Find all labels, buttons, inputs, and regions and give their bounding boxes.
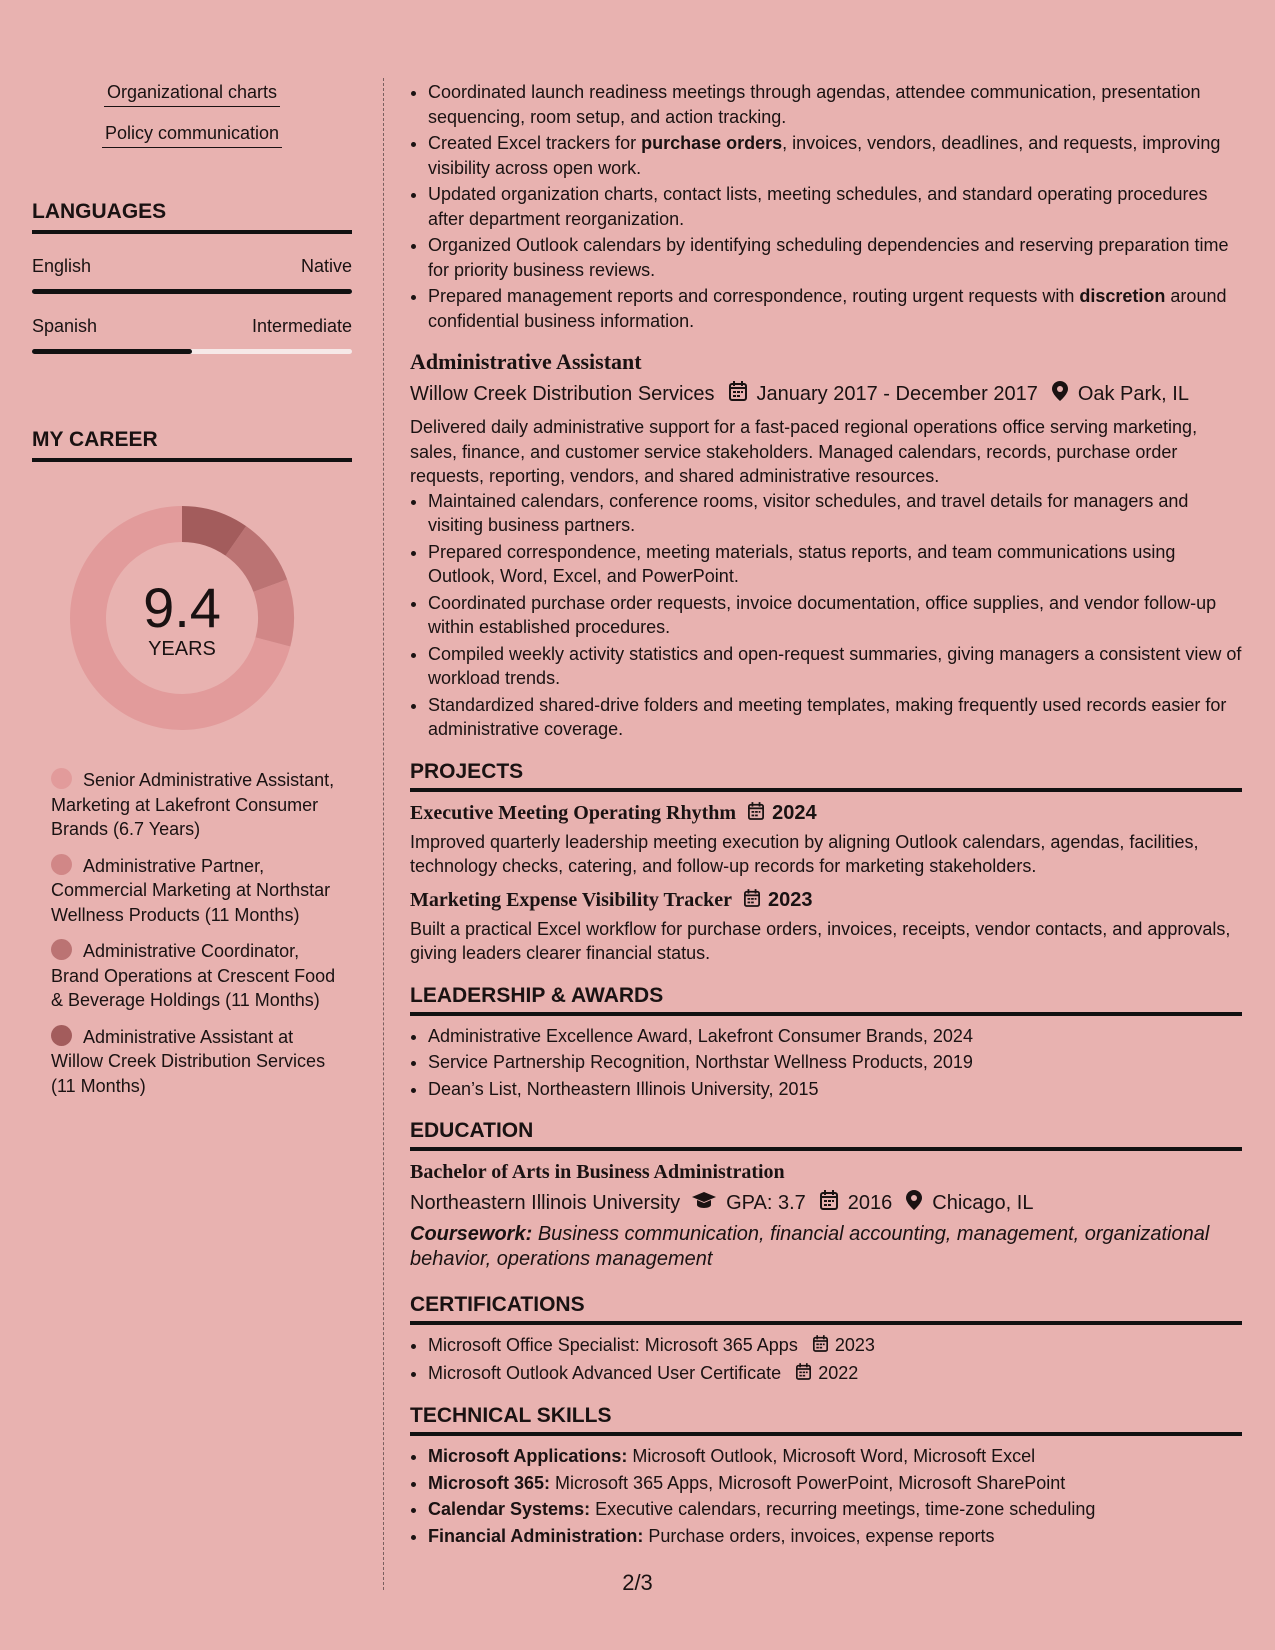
legend-dot [51,768,72,789]
job-title: Administrative Assistant [410,349,642,374]
project-entry [410,889,1242,966]
career-section [32,428,352,1098]
certifications-heading: CERTIFICATIONS [410,1293,1242,1325]
education-meta [410,1190,1242,1216]
career-donut [66,502,298,734]
skill-item [428,1471,1242,1496]
experience-bullets [410,80,1242,333]
skills-list [410,1444,1242,1548]
project-title: Marketing Expense Visibility Tracker [410,889,733,911]
skill-label: Calendar Systems: [428,1499,591,1519]
experience-bullet: • Coordinated launch readiness meetings through agendas, attendee communication, presentation sequencing, room setup, and action tracking. [428,80,1242,129]
calendar-icon [748,802,764,826]
career-legend-item [51,1025,341,1099]
language-name: Spanish [32,316,98,336]
job-bullet: • Maintained calendars, conference rooms, visitor schedules, and travel details for managers and visiting business partners. [428,489,1242,538]
career-total-value: 9.4 [143,576,221,639]
career-legend [32,768,352,1098]
skill-label: Microsoft 365: [428,1472,551,1493]
language-name: English [32,256,92,276]
calendar-icon [796,1362,811,1387]
languages-heading: LANGUAGES [32,200,352,234]
project-description: Built a practical Excel workflow for purchase orders, invoices, receipts, vendor contacts, and approvals, giving leaders clearer financial status. [410,918,1231,963]
career-legend-label: Administrative Partner, Commercial Marketing at Northstar Wellness Products (11 Months) [51,855,331,925]
job-location: Oak Park, IL [1077,382,1189,405]
career-legend-label: Senior Administrative Assistant, Marketing at Lakefront Consumer Brands (6.7 Years) [51,770,335,839]
career-legend-item [51,854,341,928]
education-location: Chicago, IL [932,1191,1034,1214]
skill-item [428,1444,1242,1469]
job-bullet: • Standardized shared-drive folders and meeting templates, making frequently used records easier for administrative coverage. [428,693,1242,742]
awards-heading: LEADERSHIP & AWARDS [410,984,1242,1016]
language-level: Native [300,256,352,276]
certification-year: 2022 [818,1362,859,1383]
page-number: 2/3 [622,1570,653,1595]
location-pin-icon [906,1190,922,1216]
job-bullet: • Compiled weekly activity statistics and open-request summaries, giving managers a consistent view of workload trends. [428,642,1242,691]
experience-bullet: • Organized Outlook calendars by identifying scheduling dependencies and reserving preparation time for priority business reviews. [428,233,1242,282]
skill-value: Microsoft Outlook, Microsoft Word, Microsoft Excel [632,1446,1036,1466]
job-bullet: • Prepared correspondence, meeting materials, status reports, and team communications using Outlook, Word, Excel, and PowerPoint. [428,540,1242,589]
education-coursework [410,1222,1242,1271]
projects-heading: PROJECTS [410,760,1242,792]
language-proficiency-bar [32,289,352,294]
skill-item [428,1524,1242,1549]
languages-section [32,200,352,354]
calendar-icon [813,1334,828,1359]
skill-item [428,1497,1242,1522]
career-legend-label: Administrative Coordinator, Brand Operations at Crescent Food & Beverage Holdings (11 Months) [51,941,336,1010]
awards-list [410,1024,1242,1102]
project-title: Executive Meeting Operating Rhythm [410,802,737,824]
job-summary: Delivered daily administrative support for a fast-paced regional operations office serving marketing, sales, finance, and customer service stakeholders. Managed calendars, records, purchase order requests, reporting, vendors, and shared administrative resources. [410,417,1198,486]
job-company: Willow Creek Distribution Services [410,382,715,405]
sidebar [32,82,352,1110]
skill-label: Microsoft Applications: [428,1446,628,1466]
language-proficiency-fill [32,349,192,354]
education-entry [410,1161,1242,1271]
calendar-icon [744,889,760,913]
project-year: 2024 [772,802,817,824]
certification-item [428,1361,1242,1387]
project-entry [410,802,1242,879]
education-degree: Bachelor of Arts in Business Administration [410,1161,785,1183]
certification-name: Microsoft Outlook Advanced User Certificate [428,1362,782,1383]
location-pin-icon [1052,381,1068,407]
certification-year: 2023 [834,1335,875,1355]
certification-name: Microsoft Office Specialist: Microsoft 365 Apps [428,1335,798,1355]
legend-dot [51,1025,72,1046]
career-legend-item [51,768,341,842]
job-meta [410,381,1242,407]
legend-dot [51,939,72,960]
skills-heading: TECHNICAL SKILLS [410,1404,1242,1436]
calendar-icon [729,381,747,407]
skill-label: Financial Administration: [428,1525,644,1546]
skill-value: Microsoft 365 Apps, Microsoft PowerPoint, Microsoft SharePoint [555,1472,1066,1493]
project-year: 2023 [768,889,813,911]
experience-bullet: • Created Excel trackers for purchase orders, invoices, vendors, deadlines, and requests, improving visibility across open work. [428,131,1242,180]
experience-bullet: • Prepared management reports and correspondence, routing urgent requests with discretion around confidential business information. [428,284,1242,333]
coursework-label: Coursework: [410,1223,533,1245]
column-divider [383,78,384,1590]
language-proficiency-fill [32,289,352,294]
career-legend-label: Administrative Assistant at Willow Creek Distribution Services (11 Months) [51,1026,326,1096]
calendar-icon [820,1190,838,1216]
award-item: • Dean’s List, Northeastern Illinois University, 2015 [428,1077,1242,1102]
legend-dot [51,854,72,875]
certification-item [428,1333,1242,1359]
education-heading: EDUCATION [410,1119,1242,1151]
career-total [66,502,298,734]
job-dates: January 2017 - December 2017 [756,382,1038,405]
language-item [32,256,352,294]
skill-value: Executive calendars, recurring meetings, time-zone scheduling [595,1499,1096,1519]
main-content [410,80,1242,1550]
career-total-unit: YEARS [148,638,216,660]
job-entry [410,349,1242,742]
project-description: Improved quarterly leadership meeting execution by aligning Outlook calendars, agendas, facilities, technology checks, catering, and follow-up records for marketing stakeholders. [410,831,1199,876]
coursework-text: Business communication, financial accounting, management, organizational behavior, operations management [410,1223,1210,1270]
language-item [32,316,352,354]
certifications-list [410,1333,1242,1386]
career-legend-item [51,939,341,1013]
tag-list [32,82,352,164]
experience-bullet: • Updated organization charts, contact lists, meeting schedules, and standard operating procedures after department reorganization. [428,182,1242,231]
education-year: 2016 [847,1191,893,1214]
award-item: • Service Partnership Recognition, Northstar Wellness Products, 2019 [428,1050,1242,1075]
award-item: • Administrative Excellence Award, Lakefront Consumer Brands, 2024 [428,1024,1242,1049]
job-bullet: • Coordinated purchase order requests, invoice documentation, office supplies, and vendor follow-up within established procedures. [428,591,1242,640]
education-gpa: GPA: 3.7 [726,1191,806,1214]
tag-item: Policy communication [102,123,282,148]
job-bullets [410,489,1242,742]
skill-value: Purchase orders, invoices, expense reports [648,1525,995,1546]
language-proficiency-bar [32,349,352,354]
education-school: Northeastern Illinois University [410,1191,681,1214]
language-level: Intermediate [251,316,352,336]
career-heading: MY CAREER [32,428,352,462]
tag-item: Organizational charts [104,82,280,107]
graduation-cap-icon [692,1191,716,1215]
